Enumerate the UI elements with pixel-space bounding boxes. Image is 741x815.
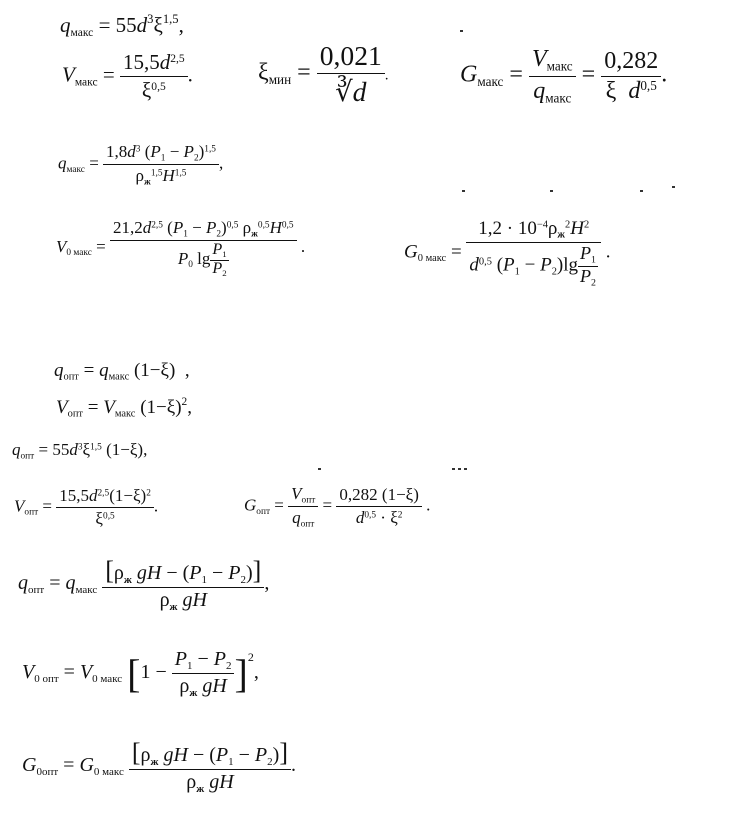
d-symbol: d (136, 12, 148, 37)
eq-v-opt-2: $V_{опт}$ = $\frac{15,5d^{2,5}(1-\xi)^2}{\xi^{0,5}}$ . (14, 486, 159, 528)
v-symbol: V (62, 62, 75, 87)
equals: = (98, 12, 111, 37)
eq-v-opt-1: $V_{опт} = V_{макс}$ $(1-\xi)^2$, (56, 396, 192, 420)
eq-v0-max: $V_{0 макс}$ = $21,2d^{2,5}$ $(P_1 - P_2)^{0,5}$ $\rho_ж^{0,5}H^{0,5}$ $P_0$ lg $\frac{P_1}{P_2}$ . (56, 218, 306, 278)
equals: = (102, 62, 115, 87)
numerator: $21,2d^{2,5}$ $(P_1 - P_2)^{0,5}$ $\rho_ж^{0,5}H^{0,5}$ (110, 218, 297, 241)
eq-g-opt-1: $G_{опт}$ = $\frac{V_{опт}}{q_{опт}}$ = $\frac{0,282 (1-\xi)}{d^{0,5} \cdot \xi^2}$ . (244, 484, 431, 530)
numerator: [$\rho_ж$ gH − $(P_1 - P_2)$] (129, 738, 291, 770)
sub-maks: макс (70, 26, 94, 39)
equals: = (509, 61, 523, 88)
period: . (384, 67, 389, 84)
eq-g0-opt: $G_{0опт} = G_{0 макс}$ $\frac{[\rho_ж gH - (P_1 - P_2)]}{\rho_ж gH}$ . (22, 738, 296, 795)
comma: , (178, 12, 184, 37)
eq-q-opt-2: $q_{опт} = 55d^3\xi^{1,5}$ (1−ξ), (12, 440, 148, 462)
exp-3: 3 (147, 12, 154, 26)
scan-speck (550, 190, 553, 192)
denominator: $d^{0,5} \cdot \xi^2$ (355, 508, 403, 528)
xi-symbol: ξ (258, 59, 269, 86)
fraction (288, 484, 318, 530)
scan-speck (672, 186, 675, 188)
fraction (103, 142, 219, 188)
fraction (466, 218, 601, 288)
numerator: $V_{опт}$ (288, 484, 318, 507)
eq-xi-min (258, 40, 388, 108)
fraction (172, 648, 235, 699)
numerator: $1,8d^3$ $(P_1 - P_2)^{1,5}$ (103, 142, 219, 165)
sub-maks: макс (74, 76, 98, 89)
coef-55: 55 (115, 12, 137, 37)
denominator: $\rho_ж$ gH (179, 674, 227, 699)
fraction (120, 50, 188, 103)
period: . (187, 62, 193, 87)
denominator: $P_0$ lg $\frac{P_1}{P_2}$ (177, 241, 227, 278)
numerator: 0,021 (317, 40, 385, 74)
denominator: ξ $d^{0,5}$ (605, 77, 657, 104)
numerator: $1,2 \cdot 10^{-4}\rho_ж^2H^2$ (466, 218, 601, 243)
exp-1-5: 1,5 (162, 12, 179, 26)
eq-q-opt-3: $q_{опт} = q_{макс}$ $\frac{[\rho_ж gH - (P_1 - P_2)]}{\rho_ж gH}$ , (18, 556, 270, 613)
q-symbol: q (60, 12, 71, 37)
denominator: $\xi^{0,5}$ (141, 78, 166, 102)
scan-speck (464, 468, 467, 470)
scan-speck (452, 468, 455, 470)
fraction (336, 485, 422, 528)
denominator: $\rho_ж^{1,5}H^{1,5}$ (135, 166, 187, 188)
denominator: ∛d (335, 76, 367, 107)
eq-q-max-2: $q_{макс}$ = $\frac{1,8d^3 (P_1 - P_2)^{1,5}}{\rho_ж^{1,5}H^{1,5}}$ , (58, 142, 224, 188)
equals: = (297, 59, 311, 86)
sub-maks: макс (477, 74, 504, 90)
fraction (129, 738, 291, 795)
denominator: $\rho_ж$ gH (186, 771, 234, 795)
denominator: $\rho_ж$ gH (159, 589, 207, 613)
numerator: [$\rho_ж$ gH − $(P_1 - P_2)$] (102, 556, 264, 588)
scan-speck (640, 190, 643, 192)
equals: = (581, 61, 596, 88)
scan-speck (458, 468, 461, 470)
sub-min: мин (268, 72, 292, 88)
denominator: $d^{0,5}$ $(P_1 - P_2)\lg$ $\frac{P_1}{P_2}$ (469, 242, 596, 288)
denominator: $\xi^{0,5}$ (95, 509, 115, 528)
eq-v-max-1 (62, 50, 193, 103)
numerator: 0,282 (601, 48, 661, 77)
numerator: 0,282 (1−ξ) (336, 485, 422, 507)
eq-q-opt-1: $q_{опт} = q_{макс}$ (1−ξ) , (54, 360, 190, 383)
fraction (110, 218, 297, 278)
fraction (102, 556, 264, 613)
xi-symbol: ξ (153, 12, 163, 37)
eq-g0-max: $G_{0 макс}$ = $1,2 \cdot 10^{-4}\rho_ж^2H^2$ $d^{0,5}$ $(P_1 - P_2)\lg$ $\frac{P_1}{P_2}$ . (404, 218, 611, 288)
numerator: $V_{макс}$ (529, 46, 576, 77)
scan-speck (462, 190, 465, 192)
g-symbol: G (460, 61, 478, 88)
scan-speck (460, 30, 463, 32)
period: . (661, 61, 668, 88)
eq-v0-opt: $V_{0 опт} = V_{0 макс}$ [1 − $\frac{P_1 - P_2}{\rho_ж gH}$ ]$^2$, (22, 648, 259, 699)
denominator: $q_{макс}$ (533, 77, 572, 106)
numerator: $15,5d^{2,5}(1-\xi)^2$ (56, 486, 154, 508)
scan-speck (318, 468, 321, 470)
fraction (56, 486, 154, 529)
eq-q-max-1 (60, 12, 184, 39)
numerator: $P_1 - P_2$ (172, 648, 235, 674)
eq-g-max-1 (460, 46, 667, 106)
denominator: $q_{опт}$ (292, 508, 315, 530)
fraction (317, 40, 385, 108)
fraction (601, 48, 661, 105)
numerator: $15,5d^{2,5}$ (120, 50, 188, 77)
fraction (529, 46, 576, 106)
